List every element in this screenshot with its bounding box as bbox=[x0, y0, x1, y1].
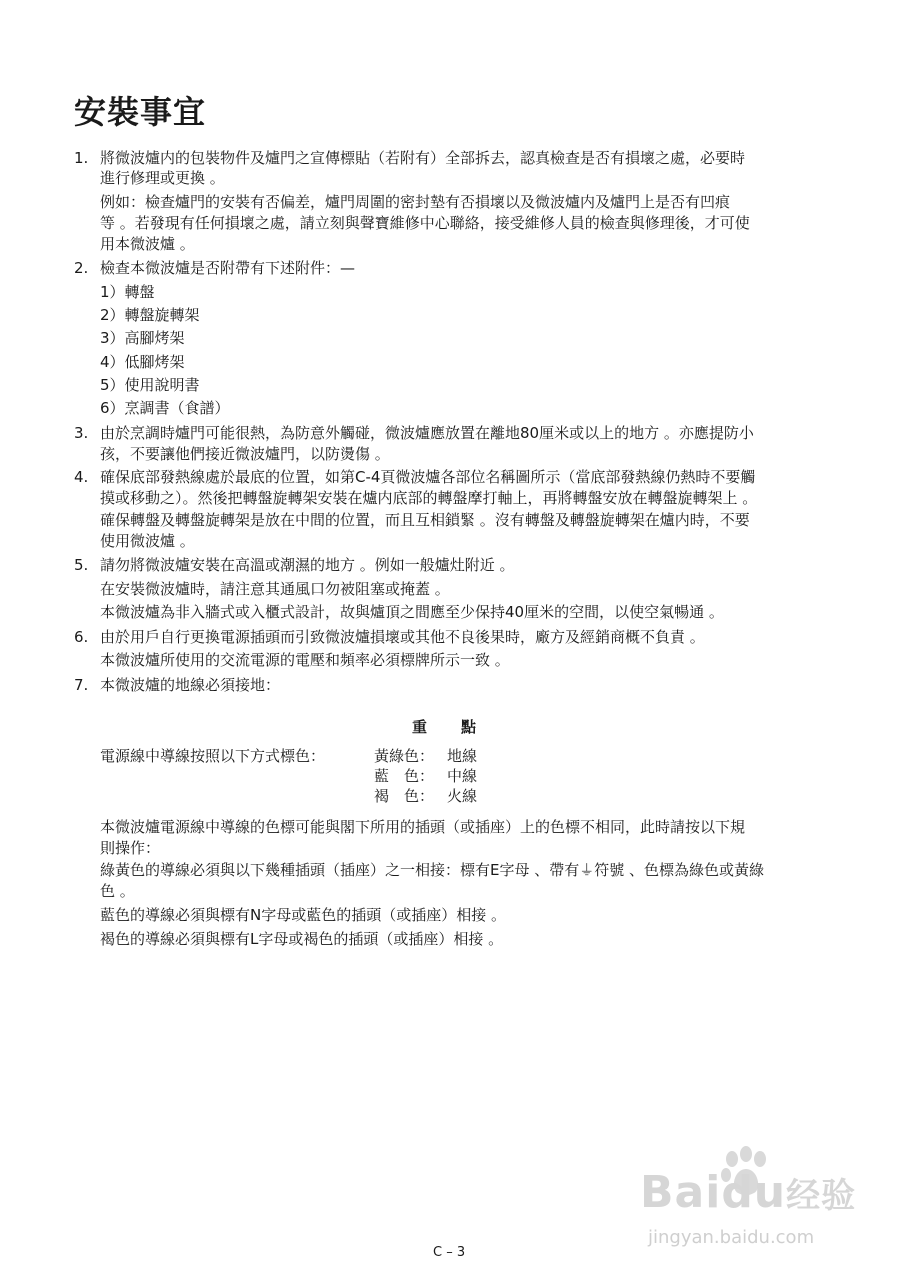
item-4-line-1: 確保底部發熱線處於最底的位置，如第C-4頁微波爐各部位名稱圖所示（當底部發熱線仍熱時不要觸 bbox=[100, 468, 756, 486]
item-5-line-3: 本微波爐為非入牆式或入櫃式設計，故與爐頂之間應至少保持40厘米的空間，以使空氣暢通 。 bbox=[100, 603, 724, 621]
watermark-url: jingyan.baidu.com bbox=[648, 1227, 815, 1248]
accessory-6: 6）烹調書（食譜） bbox=[100, 399, 230, 417]
color-brown: 褐 色： bbox=[374, 787, 435, 805]
item-4-line-2: 摸或移動之）。然後把轉盤旋轉架安裝在爐内底部的轉盤摩打軸上，再將轉盤安放在轉盤旋轉架上 。 bbox=[100, 489, 758, 507]
item-4-line-4: 使用微波爐 。 bbox=[100, 532, 195, 550]
item-1-line-2: 進行修理或更換 。 bbox=[100, 169, 225, 187]
note-line-5: 藍色的導線必須與標有N字母或藍色的插頭（或插座）相接 。 bbox=[100, 906, 506, 924]
color-green-yellow: 黃綠色： bbox=[374, 747, 435, 765]
page-title: 安裝事宜 bbox=[74, 93, 207, 131]
note-line-4: 色 。 bbox=[100, 882, 135, 900]
page-number: C – 3 bbox=[433, 1245, 466, 1260]
item-7-number: 7. bbox=[74, 676, 89, 694]
accessory-4: 4）低腳烤架 bbox=[100, 353, 185, 371]
item-3-line-1: 由於烹調時爐門可能很熱，為防意外觸碰，微波爐應放置在離地80厘米或以上的地方 。亦應提防小 bbox=[100, 424, 754, 442]
item-6-line-1: 由於用戶自行更換電源插頭而引致微波爐損壞或其他不良後果時，廠方及經銷商概不負責 。 bbox=[100, 628, 705, 646]
note-line-6: 褐色的導線必須與標有L字母或褐色的插頭（或插座）相接 。 bbox=[100, 930, 504, 948]
note-line-2: 則操作： bbox=[100, 839, 161, 857]
item-3-line-2: 孩，不要讓他們接近微波爐門，以防燙傷 。 bbox=[100, 445, 390, 463]
item-3-number: 3. bbox=[74, 424, 89, 442]
note-line-3: 綠黃色的導線必須與以下幾種插頭（插座）之一相接：標有E字母 、帶有⏚符號 、色標為綠色或黃綠 bbox=[100, 861, 765, 879]
logo-bai: Bai bbox=[640, 1167, 722, 1218]
logo-du: du bbox=[721, 1167, 787, 1218]
item-6-line-2: 本微波爐所使用的交流電源的電壓和頻率必須標牌所示一致 。 bbox=[100, 651, 510, 669]
meaning-live: 火線 bbox=[447, 787, 478, 805]
item-1-example-2: 等 。若發現有任何損壞之處，請立刻與聲寶維修中心聯絡，接受維修人員的檢查與修理後，才可使 bbox=[100, 214, 750, 232]
note-line-1: 本微波爐電源線中導線的色標可能與閣下所用的插頭（或插座）上的色標不相同，此時請按以下規 bbox=[100, 818, 746, 836]
item-1-line-1: 將微波爐内的包裝物件及爐門之宣傳標貼（若附有）全部拆去，認真檢查是否有損壞之處，必要時 bbox=[100, 149, 746, 167]
accessory-3: 3）高腳烤架 bbox=[100, 329, 185, 347]
item-2-line-1: 檢查本微波爐是否附帶有下述附件：— bbox=[100, 259, 356, 277]
item-1-example-1: 例如：檢查爐門的安裝有否偏差，爐門周圍的密封墊有否損壞以及微波爐内及爐門上是否有凹痕 bbox=[100, 193, 731, 211]
important-heading-b: 點 bbox=[461, 718, 479, 736]
color-blue: 藍 色： bbox=[374, 767, 435, 785]
accessory-5: 5）使用說明書 bbox=[100, 376, 200, 394]
item-2-number: 2. bbox=[74, 259, 89, 277]
wire-color-label: 電源線中導線按照以下方式標色： bbox=[100, 747, 326, 765]
item-4-line-3: 確保轉盤及轉盤旋轉架是放在中間的位置，而且互相鎖緊 。沒有轉盤及轉盤旋轉架在爐内時，不要 bbox=[100, 511, 750, 529]
item-6-number: 6. bbox=[74, 628, 89, 646]
item-5-line-2: 在安裝微波爐時，請注意其通風口勿被阻塞或掩蓋 。 bbox=[100, 580, 450, 598]
accessory-1: 1）轉盤 bbox=[100, 283, 155, 301]
logo-jingyan: 经验 bbox=[786, 1176, 857, 1216]
meaning-neutral: 中線 bbox=[447, 767, 478, 785]
baidu-watermark bbox=[640, 1145, 870, 1265]
item-4-number: 4. bbox=[74, 468, 89, 486]
accessory-2: 2）轉盤旋轉架 bbox=[100, 306, 200, 324]
item-5-line-1: 請勿將微波爐安裝在高溫或潮濕的地方 。例如一般爐灶附近 。 bbox=[100, 556, 515, 574]
item-7-line-1: 本微波爐的地線必須接地： bbox=[100, 676, 281, 694]
item-1-number: 1. bbox=[74, 149, 89, 167]
baidu-logo bbox=[640, 1167, 856, 1218]
item-1-example-3: 用本微波爐 。 bbox=[100, 235, 195, 253]
important-heading-a: 重 bbox=[412, 718, 430, 736]
item-5-number: 5. bbox=[74, 556, 89, 574]
meaning-earth: 地線 bbox=[447, 747, 478, 765]
important-heading bbox=[412, 716, 478, 737]
